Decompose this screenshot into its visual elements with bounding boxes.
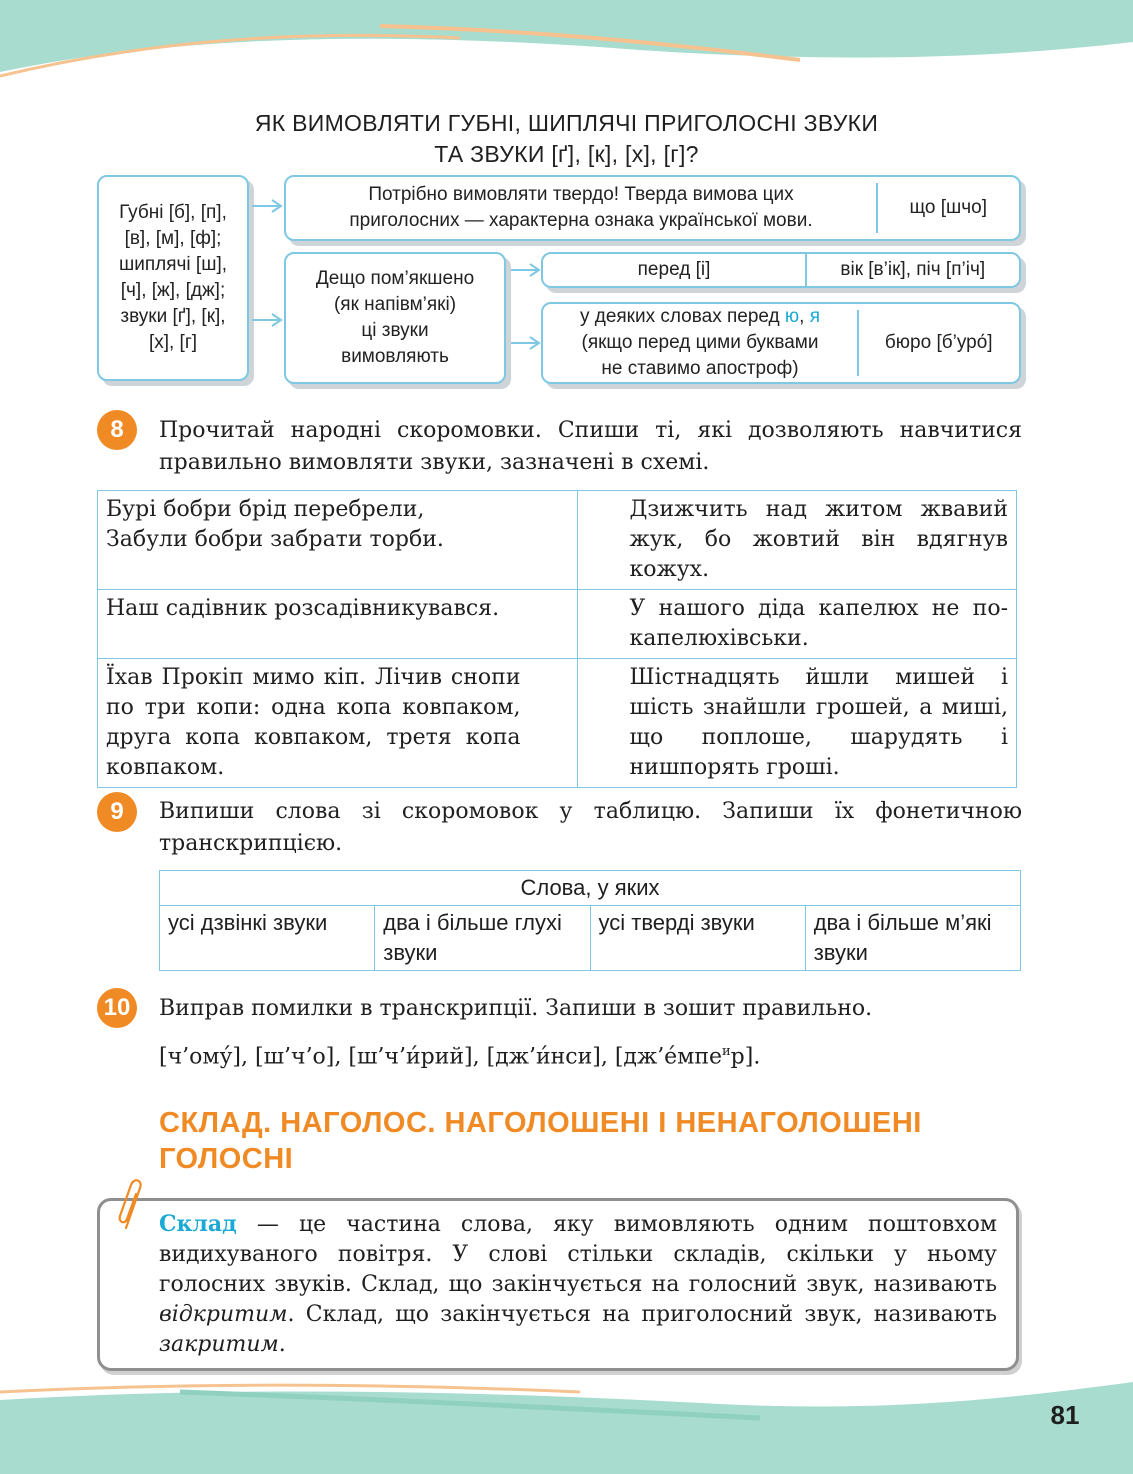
transcription-part: [ч’ому́], [ш’ч’о], [ш’ч’и́рий], [дж’и́нси], [дж’е́мпе	[159, 1044, 722, 1070]
task10-transcription	[159, 1036, 1022, 1073]
rule-part: . Склад, що закінчується на приголосний звук, називають	[287, 1302, 997, 1327]
scheme-top-box	[284, 175, 1021, 241]
table-header: Слова, у яких	[160, 871, 1021, 906]
section-heading	[159, 1105, 1039, 1177]
scheme-left-box	[97, 175, 249, 381]
heading-line: ГОЛОСНІ	[159, 1143, 294, 1175]
page-number: 81	[1050, 1400, 1080, 1430]
table-row	[98, 590, 1017, 659]
rule-term: Склад	[159, 1211, 237, 1237]
top-box-line: приголосних — характерна ознака української мови.	[349, 210, 813, 231]
case2-example: бюро [б’уро́]	[884, 332, 993, 353]
rule-text	[159, 1209, 997, 1360]
scheme-case2-box	[541, 302, 1021, 384]
table-row	[98, 659, 1017, 788]
case2-line1	[543, 304, 857, 330]
scheme-title-line2: ТА ЗВУКИ [ґ], [к], [х], [г]?	[434, 141, 699, 167]
top-box-line: Потрібно вимовляти твердо! Тверда вимова цих	[368, 184, 794, 205]
left-box-line: [в], [м], [ф];	[124, 228, 222, 249]
middle-box-line: вимовляють	[341, 346, 449, 367]
left-box-line: [х], [г]	[148, 332, 198, 353]
top-wave-decoration	[0, 0, 1133, 90]
task9-text: Випиши слова зі скоромовок у таблицю. Запиши їх фонетичною транскрипцією.	[159, 799, 1022, 856]
case1-example: вік [в’ік], піч [п’іч]	[840, 259, 986, 280]
table-cell: Бурі бобри брід перебрели, Забули бобри забрати торби.	[98, 491, 578, 590]
left-box-line: Губні [б], [п],	[119, 202, 227, 223]
left-box-line: [ч], [ж], [дж];	[120, 280, 226, 301]
arrow-right-icon	[508, 262, 542, 278]
middle-box-line: (як напівм’які)	[333, 294, 457, 315]
arrow-right-icon	[252, 198, 284, 214]
rule-italic: відкритим	[159, 1302, 288, 1327]
middle-box-line: ці звуки	[361, 320, 429, 341]
case2-line2: (якщо перед цими буквами	[581, 332, 819, 353]
top-box-example: що [шчо]	[909, 197, 988, 218]
column-label: усі тверді звуки	[590, 906, 805, 971]
column-label: два і більше м’які звуки	[805, 906, 1020, 971]
task-number-badge: 8	[97, 410, 137, 450]
column-label: усі дзвінкі звуки	[160, 906, 375, 971]
task8-text: Прочитай народні скоромовки. Спиши ті, які дозволяють навчитися правильно вимовляти звуки, зазначені в схемі.	[159, 418, 1022, 475]
tongue-twisters-table	[97, 490, 1017, 788]
arrow-right-icon	[508, 335, 542, 351]
middle-box-line: Дещо пом’якшено	[315, 268, 475, 289]
rule-italic: закритим	[159, 1332, 279, 1357]
top-box-text	[286, 182, 876, 234]
scheme-middle-box	[284, 252, 506, 384]
paperclip-icon	[116, 1178, 150, 1234]
table-cell: Шістнадцять йшли мишей і шість знайшли грошей, а миші, що поплоше, шарудять і нишпорять гроші.	[577, 659, 1017, 788]
table-header-row	[160, 871, 1021, 906]
task10-text: Виправ помилки в транскрипції. Запиши в зошит правильно.	[159, 996, 873, 1021]
rule-part: .	[278, 1332, 286, 1357]
table-cell: Їхав Прокіп мимо кіп. Лічив снопи по три копи: одна копа ковпаком, друга копа ковпаком, третя копа ковпаком.	[98, 659, 578, 788]
task-number-badge: 9	[97, 792, 137, 832]
case2-line3: не ставимо апостроф)	[601, 358, 799, 379]
scheme-case1-box	[541, 252, 1021, 288]
left-box-line: звуки [ґ], [к],	[120, 306, 226, 327]
table-cell: Дзижчить над житом жвавий жук, бо жовтий він вдягнув кожух.	[577, 491, 1017, 590]
case1-text: перед [і]	[637, 259, 711, 280]
task-number-badge: 10	[97, 988, 137, 1028]
rule-part: — це частина слова, яку вимовляють одним поштовхом видихуваного повітря. У слові стільки складів, скільки у ньому голосних звуків. Склад, що закінчується на голосний звук, називають	[159, 1212, 997, 1297]
left-box-line: шиплячі [ш],	[119, 254, 227, 275]
scheme-title-line1: ЯК ВИМОВЛЯТИ ГУБНІ, ШИПЛЯЧІ ПРИГОЛОСНІ ЗВУКИ	[254, 110, 879, 136]
words-table	[159, 870, 1021, 971]
heading-line: СКЛАД. НАГОЛОС. НАГОЛОШЕНІ І НЕНАГОЛОШЕНІ	[159, 1107, 922, 1139]
transcription-superscript: и	[722, 1044, 731, 1059]
case2-letter: ю	[784, 306, 800, 327]
case2-letter: я	[809, 306, 821, 327]
case2-prefix: у деяких словах перед	[579, 306, 785, 327]
case2-text	[543, 304, 857, 382]
table-row	[160, 906, 1021, 971]
arrow-right-icon	[252, 312, 284, 328]
transcription-part: р].	[730, 1044, 761, 1070]
column-label: два і більше глухі звуки	[375, 906, 590, 971]
table-row	[98, 491, 1017, 590]
table-cell: У нашого діда капелюх не по-капелюхівськи.	[577, 590, 1017, 659]
bottom-wave-decoration	[0, 1370, 1133, 1474]
case2-comma: ,	[799, 306, 810, 327]
table-cell: Наш садівник розсадівникувався.	[98, 590, 578, 659]
